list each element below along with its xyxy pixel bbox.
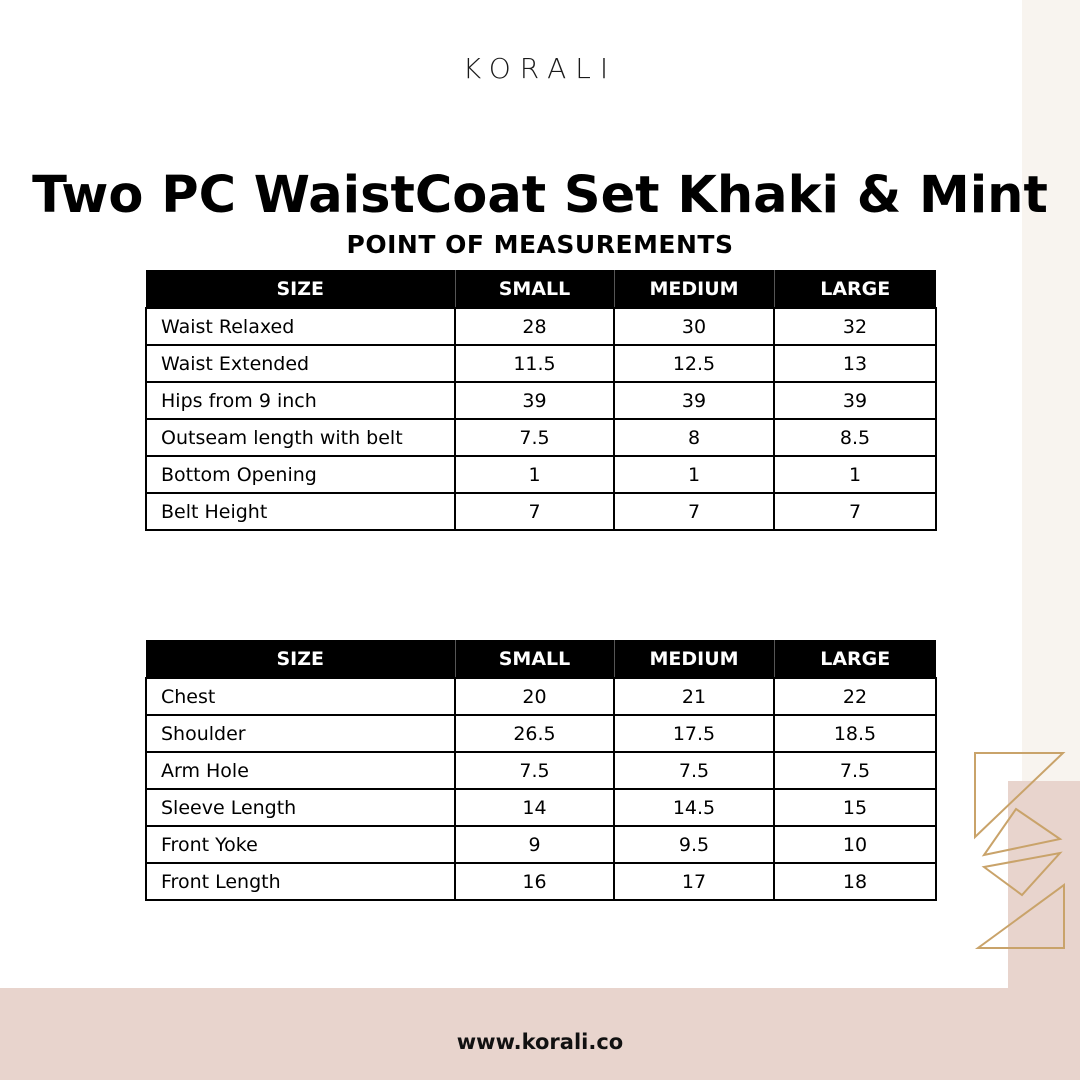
- bottoms-size-table: [145, 270, 937, 531]
- value-cell: 8: [614, 419, 774, 456]
- table-row: [146, 789, 936, 826]
- waistcoat-size-table: [145, 640, 937, 901]
- value-cell: 10: [774, 826, 936, 863]
- column-header-size: SIZE: [146, 640, 455, 678]
- value-cell: 22: [774, 678, 936, 715]
- table-header-row: [146, 270, 936, 308]
- value-cell: 14: [455, 789, 614, 826]
- table-row: [146, 863, 936, 900]
- value-cell: 8.5: [774, 419, 936, 456]
- row-label-cell: Sleeve Length: [146, 789, 455, 826]
- row-label-cell: Belt Height: [146, 493, 455, 530]
- row-label-cell: Front Yoke: [146, 826, 455, 863]
- value-cell: 7.5: [455, 752, 614, 789]
- value-cell: 17: [614, 863, 774, 900]
- value-cell: 7: [455, 493, 614, 530]
- value-cell: 14.5: [614, 789, 774, 826]
- value-cell: 7.5: [455, 419, 614, 456]
- table-row: [146, 493, 936, 530]
- row-label-cell: Outseam length with belt: [146, 419, 455, 456]
- page-title: Two PC WaistCoat Set Khaki & Mint: [32, 166, 1048, 225]
- value-cell: 11.5: [455, 345, 614, 382]
- table-row: [146, 419, 936, 456]
- column-header-small: SMALL: [455, 640, 614, 678]
- value-cell: 28: [455, 308, 614, 345]
- table-row: [146, 382, 936, 419]
- column-header-medium: MEDIUM: [614, 270, 774, 308]
- value-cell: 39: [455, 382, 614, 419]
- value-cell: 15: [774, 789, 936, 826]
- value-cell: 20: [455, 678, 614, 715]
- value-cell: 39: [614, 382, 774, 419]
- row-label-cell: Waist Extended: [146, 345, 455, 382]
- brand-logo: KORALI: [462, 52, 618, 85]
- value-cell: 30: [614, 308, 774, 345]
- value-cell: 21: [614, 678, 774, 715]
- value-cell: 9.5: [614, 826, 774, 863]
- value-cell: 12.5: [614, 345, 774, 382]
- value-cell: 9: [455, 826, 614, 863]
- table-row: [146, 678, 936, 715]
- value-cell: 26.5: [455, 715, 614, 752]
- row-label-cell: Front Length: [146, 863, 455, 900]
- value-cell: 1: [614, 456, 774, 493]
- column-header-medium: MEDIUM: [614, 640, 774, 678]
- column-header-small: SMALL: [455, 270, 614, 308]
- column-header-large: LARGE: [774, 270, 936, 308]
- value-cell: 7: [614, 493, 774, 530]
- page-subtitle: POINT OF MEASUREMENTS: [346, 230, 734, 259]
- row-label-cell: Hips from 9 inch: [146, 382, 455, 419]
- row-label-cell: Arm Hole: [146, 752, 455, 789]
- column-header-large: LARGE: [774, 640, 936, 678]
- value-cell: 18.5: [774, 715, 936, 752]
- table-row: [146, 715, 936, 752]
- row-label-cell: Bottom Opening: [146, 456, 455, 493]
- value-cell: 1: [774, 456, 936, 493]
- value-cell: 7.5: [774, 752, 936, 789]
- value-cell: 7.5: [614, 752, 774, 789]
- value-cell: 16: [455, 863, 614, 900]
- value-cell: 39: [774, 382, 936, 419]
- table-row: [146, 345, 936, 382]
- column-header-size: SIZE: [146, 270, 455, 308]
- value-cell: 18: [774, 863, 936, 900]
- table-row: [146, 826, 936, 863]
- row-label-cell: Chest: [146, 678, 455, 715]
- value-cell: 7: [774, 493, 936, 530]
- row-label-cell: Shoulder: [146, 715, 455, 752]
- row-label-cell: Waist Relaxed: [146, 308, 455, 345]
- table-row: [146, 752, 936, 789]
- value-cell: 17.5: [614, 715, 774, 752]
- table-row: [146, 308, 936, 345]
- gold-geometric-triangles-icon: [968, 745, 1080, 955]
- value-cell: 32: [774, 308, 936, 345]
- footer-website-link[interactable]: www.korali.co: [456, 1030, 624, 1054]
- table-header-row: [146, 640, 936, 678]
- table-row: [146, 456, 936, 493]
- value-cell: 13: [774, 345, 936, 382]
- value-cell: 1: [455, 456, 614, 493]
